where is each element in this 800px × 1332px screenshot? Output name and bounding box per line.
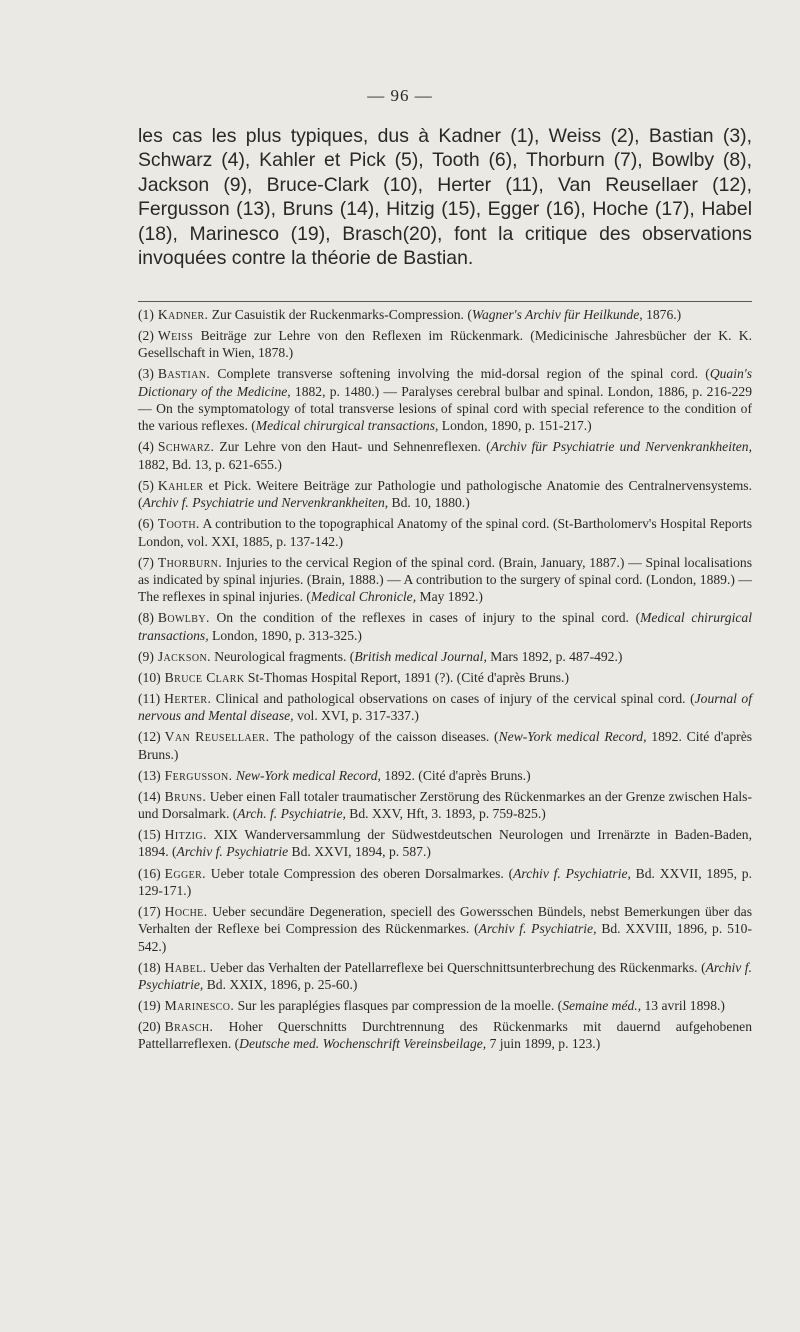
footnote: (3) Bastian. Complete transverse softening involving the mid-dorsal region of the spinal cord. (Quain's Dictionary of the Medicine, 1882, p. 1480.) — Paralyses cerebral bulbar and spinal. London, 1886, p. 216-229 — On the symptomatology of total transverse lesions of spinal cord with special reference to the condition of the various reflexes. (Medical chirurgical transactions, London, 1890, p. 151-217.)	[138, 366, 752, 434]
footnote: (15) Hitzig. XIX Wanderversammlung der Südwestdeutschen Neurologen und Irrenärzte in Baden-Baden, 1894. (Archiv f. Psychiatrie Bd. XXVI, 1894, p. 587.)	[138, 827, 752, 860]
footnote: (6) Tooth. A contribution to the topographical Anatomy of the spinal cord. (St-Bartholomerv's Hospital Reports London, vol. XXI, 1885, p. 137-142.)	[138, 516, 752, 549]
footnote: (4) Schwarz. Zur Lehre von den Haut- und Sehnenreflexen. (Archiv für Psychiatrie und Nervenkrankheiten, 1882, Bd. 13, p. 621-655.)	[138, 439, 752, 472]
page-number: — 96 —	[367, 86, 433, 105]
footnote: (11) Herter. Clinical and pathological observations on cases of injury of the cervical spinal cord. (Journal of nervous and Mental disease, vol. XVI, p. 317-337.)	[138, 690, 753, 724]
footnote: (14) Bruns. Ueber einen Fall totaler traumatischer Zerstörung des Rückenmarkes an der Grenze zwischen Hals- und Dorsalmark. (Arch. f. Psychiatrie, Bd. XXV, Hft, 3. 1893, p. 759-825.)	[138, 788, 752, 822]
footnote: (16) Egger. Ueber totale Compression des oberen Dorsalmarkes. (Archiv f. Psychiatrie, Bd. XXVII, 1895, p. 129-171.)	[138, 865, 752, 898]
footnote: (8) Bowlby. On the condition of the reflexes in cases of injury to the spinal cord. (Medical chirurgical transactions, London, 1890, p. 313-325.)	[138, 610, 752, 643]
footnote: (2) Weiss Beiträge zur Lehre von den Reflexen im Rückenmark. (Medicinische Jahresbücher der K. K. Gesellschaft in Wien, 1878.)	[138, 328, 752, 361]
footnote: (5) Kahler et Pick. Weitere Beiträge zur Pathologie und pathologische Anatomie des Centralnervensystems. (Archiv f. Psychiatrie und Nervenkrankheiten, Bd. 10, 1880.)	[138, 477, 752, 511]
footnote: (13) Fergusson. New-York medical Record, 1892. (Cité d'après Bruns.)	[138, 767, 531, 783]
footnote: (9) Jackson. Neurological fragments. (British medical Journal, Mars 1892, p. 487-492.)	[138, 648, 623, 664]
footnote-divider	[138, 301, 752, 302]
footnote: (17) Hoche. Ueber secundäre Degeneration, speciell des Gowersschen Bündels, nebst Bemerkungen über das Verhalten der Reflexe bei Compression des Rückenmarkes. (Archiv f. Psychiatrie, Bd. XXVIII, 1896, p. 510-542.)	[138, 903, 753, 954]
footnote: (19) Marinesco. Sur les paraplégies flasques par compression de la moelle. (Semaine méd., 13 avril 1898.)	[138, 998, 725, 1014]
footnote: (1) Kadner. Zur Casuistik der Ruckenmarks-Compression. (Wagner's Archiv für Heilkunde, 1876.)	[138, 307, 682, 322]
main-paragraph: les cas les plus typiques, dus à Kadner (1), Weiss (2), Bastian (3), Schwarz (4), Kahler et Pick (5), Tooth (6), Thorburn (7), Bowlby (8), Jackson (9), Bruce-Clark (10), Herter (11), Van Reusellaer (12), Fergusson (13), Bruns (14), Hitzig (15), Egger (16), Hoche (17), Habel (18), Marinesco (19), Brasch(20), font la critique des observations invoquées contre la théorie de Bastian.	[138, 125, 752, 270]
footnote: (20) Brasch. Hoher Querschnitts Durchtrennung des Rückenmarks mit dauernd aufgehobenen Pattellarreflexen. (Deutsche med. Wochenschrift Vereinsbeilage, 7 juin 1899, p. 123.)	[138, 1019, 752, 1052]
footnotes-list	[138, 306, 752, 1057]
footnote: (12) Van Reusellaer. The pathology of the caisson diseases. (New-York medical Record, 1892. Cité d'après Bruns.)	[138, 729, 753, 762]
footnote: (7) Thorburn. Injuries to the cervical Region of the spinal cord. (Brain, January, 1887.) — Spinal localisations as indicated by spinal injuries. (Brain, 1888.) — A contribution to the surgery of spinal cord. (London, 1889.) — The reflexes in spinal injuries. (Medical Chronicle, May 1892.)	[138, 554, 752, 605]
footnote: (18) Habel. Ueber das Verhalten der Patellarreflexe bei Querschnittsunterbrechung des Rückenmarks. (Archiv f. Psychiatrie, Bd. XXIX, 1896, p. 25-60.)	[138, 959, 752, 992]
footnote: (10) Bruce Clark St-Thomas Hospital Report, 1891 (?). (Cité d'après Bruns.)	[138, 669, 569, 685]
